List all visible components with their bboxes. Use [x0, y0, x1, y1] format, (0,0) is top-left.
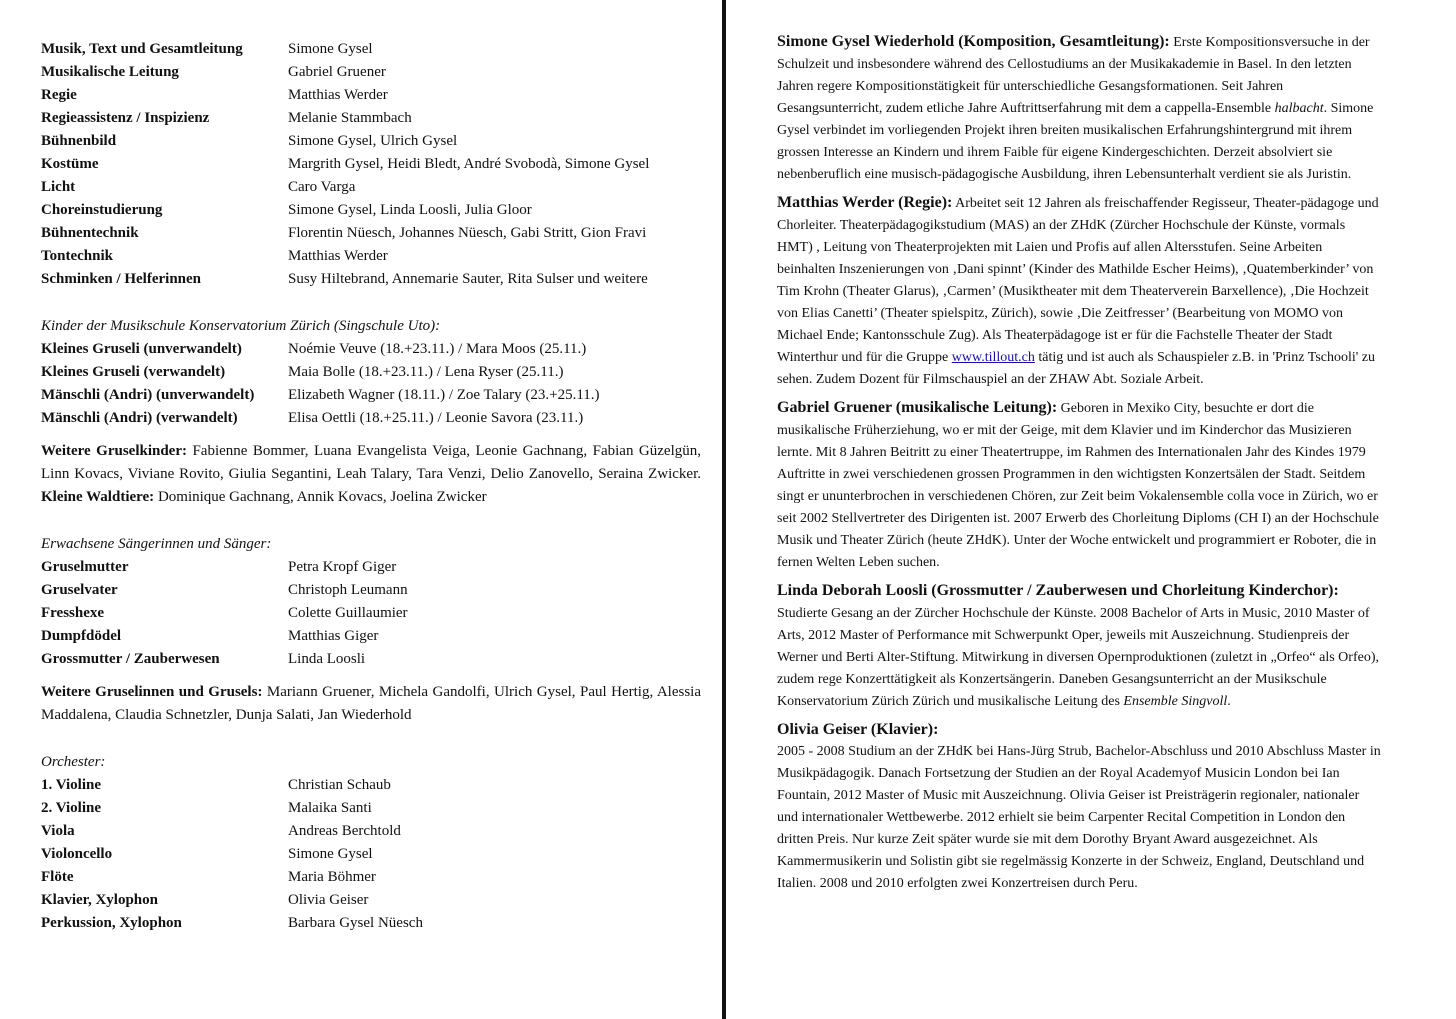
bio-text: .	[1227, 694, 1231, 709]
instrument: Violoncello	[41, 846, 113, 862]
bio-geiser	[777, 719, 1382, 895]
cast-role: Grossmutter / Zauberwesen	[41, 651, 220, 667]
cast-role: Gruselvater	[41, 582, 118, 598]
cast-row	[41, 407, 701, 430]
credit-name: Simone Gysel	[288, 41, 373, 57]
credit-name: Simone Gysel, Linda Loosli, Julia Gloor	[288, 202, 532, 218]
cast-row	[41, 866, 701, 889]
cast-row	[41, 579, 701, 602]
musician-name: Barbara Gysel Nüesch	[288, 915, 423, 931]
bio-text: . Simone Gysel verbindet im vorliegenden Projekt ihren breiten musikalischen Erfahrungshintergrund mit ihrem grossen Interesse an Kindern und ihrem Faible für eigene Kindergeschichten. Derzeit absolviert sie nebenberuflich eine musisch-pädagogische Ausbildung, ihren Lebensunterhalt verdient sie als Juristin.	[777, 101, 1374, 182]
section-title: Erwachsene Sängerinnen und Sänger:	[41, 536, 272, 552]
instrument: Klavier, Xylophon	[41, 892, 158, 908]
instrument: Perkussion, Xylophon	[41, 915, 182, 931]
credit-name: Melanie Stammbach	[288, 110, 412, 126]
musician-name: Maria Böhmer	[288, 869, 376, 885]
ensemble-name: halbacht	[1274, 101, 1324, 116]
bio-heading: Gabriel Gruener (musikalische Leitung):	[777, 399, 1058, 416]
cast-role: Kleines Gruseli (verwandelt)	[41, 364, 226, 380]
bio-text: 2005 - 2008 Studium an der ZHdK bei Hans-Jürg Strub, Bachelor-Abschluss und 2010 Abschluss Master in Musikpädagogik. Danach Fortsetzung der Studien an der Royal Academyof Musicin London bei Ian Fountain, 2012 Master of Music mit Auszeichnung. Olivia Geiser ist Preisträgerin regionaler, nationaler und internationaler Wettbewerbe. 2012 erhielt sie beim Carpenter Recital Competition in London den dritten Preis. Nur kurze Zeit später wurde sie mit dem Dorothy Bryant Award ausgezeichnet. Als Kammermusikerin und Solistin gibt sie regelmässig Konzerte in der Schweiz, England, Deutschland und Italien. 2008 und 2010 erfolgten zwei Konzertreisen durch Peru.	[777, 744, 1381, 891]
bio-text: Studierte Gesang an der Zürcher Hochschule der Künste. 2008 Bachelor of Arts in Music, 2010 Master of Arts, 2012 Master of Performance mit Schwerpunkt Oper, jeweils mit Auszeichnung. Studienpreis der Werner und Berti Alter-Stiftung. Mitwirkung in diversen Opernproduktionen (zuletzt in „Orfeo“ als Orfeo), zudem rege Konzerttätigkeit als Konzertsängerin. Daneben Gesangsunterricht an der Musikschule Konservatorium Zürich Zürich und musikalische Leitung des	[777, 606, 1379, 709]
biographies-column	[777, 31, 1382, 895]
bio-text: Geboren in Mexiko City, besuchte er dort die musikalische Früherziehung, wo er mit der Geige, mit dem Klavier und im Kinderchor das Musizieren lernte. Mit 8 Jahren Beitritt zu einer Theatertruppe, im Rahmen des Internationalen Jahr des Kindes 1979 Auftritte in zwei verschiedenen grossen Programmen in den wichtigsten Konzertsälen der Stadt. Seitdem singt er ununterbrochen in verschiedenen Chören, zur Zeit beim Vokalensemble colla voce in Zürich, wo er seit 2002 Stellvertreter des Dirigenten ist. 2007 Erwerb des Chorleitung Diploms (CH I) an der Hochschule Musik und Theater Zürich (heute ZHdK). Unter der Woche entwickelt und programmiert er Roboter, die in fernen Welten Leben suchen.	[777, 401, 1379, 570]
bio-loosli	[777, 580, 1382, 713]
cast-list-column	[41, 38, 701, 935]
cast-row	[41, 338, 701, 361]
cast-name: Elisa Oettli (18.+25.11.) / Leonie Savora (23.11.)	[288, 410, 584, 426]
credit-role: Bühnenbild	[41, 133, 117, 149]
credit-row	[41, 130, 701, 153]
musician-name: Christian Schaub	[288, 777, 391, 793]
credit-role: Kostüme	[41, 156, 99, 172]
section-title: Kinder der Musikschule Konservatorium Zürich (Singschule Uto):	[41, 318, 441, 334]
instrument: 1. Violine	[41, 777, 102, 793]
section-title: Orchester:	[41, 754, 106, 770]
more-singers-names: Mariann Gruener, Michela Gandolfi, Ulrich Gysel, Paul Hertig, Alessia Maddalena, Claudia Schnetzler, Dunja Salati, Jan Wiederhold	[41, 684, 701, 723]
cast-name: Maia Bolle (18.+23.11.) / Lena Ryser (25.11.)	[288, 364, 564, 380]
bio-text: tätig und ist auch als Schauspieler z.B. in 'Prinz Tschooli' zu sehen. Zudem Dozent für Filmschauspiel an der ZHAW Abt. Soziale Arbeit.	[777, 350, 1376, 387]
credit-row	[41, 199, 701, 222]
cast-row	[41, 889, 701, 912]
page-divider	[722, 0, 726, 1019]
forest-animals-names: Dominique Gachnang, Annik Kovacs, Joelina Zwicker	[154, 489, 487, 505]
cast-row	[41, 602, 701, 625]
forest-animals-label: Kleine Waldtiere:	[41, 489, 155, 505]
credit-role: Regieassistenz / Inspizienz	[41, 110, 210, 126]
credit-name: Florentin Nüesch, Johannes Nüesch, Gabi Stritt, Gion Fravi	[288, 225, 647, 241]
credit-role: Choreinstudierung	[41, 202, 163, 218]
credit-role: Musik, Text und Gesamtleitung	[41, 41, 243, 57]
more-singers-label: Weitere Gruselinnen und Grusels:	[41, 684, 263, 700]
cast-row	[41, 648, 701, 671]
credit-role: Bühnentechnik	[41, 225, 139, 241]
credit-row	[41, 176, 701, 199]
more-singers-paragraph	[41, 681, 701, 727]
credit-name: Caro Varga	[288, 179, 356, 195]
bio-gruener	[777, 397, 1382, 574]
musician-name: Andreas Berchtold	[288, 823, 401, 839]
cast-name: Christoph Leumann	[288, 582, 408, 598]
credit-row	[41, 245, 701, 268]
cast-row	[41, 774, 701, 797]
credit-role: Tontechnik	[41, 248, 113, 264]
credit-row	[41, 38, 701, 61]
credit-role: Musikalische Leitung	[41, 64, 179, 80]
children-section	[41, 315, 701, 509]
credit-role: Schminken / Helferinnen	[41, 271, 202, 287]
credit-row	[41, 268, 701, 291]
credit-row	[41, 222, 701, 245]
tillout-link[interactable]: www.tillout.ch	[951, 350, 1035, 365]
instrument: 2. Violine	[41, 800, 102, 816]
cast-role: Mänschli (Andri) (unverwandelt)	[41, 387, 255, 403]
cast-row	[41, 625, 701, 648]
credit-role: Licht	[41, 179, 76, 195]
cast-role: Mänschli (Andri) (verwandelt)	[41, 410, 238, 426]
cast-role: Gruselmutter	[41, 559, 129, 575]
cast-row	[41, 361, 701, 384]
cast-row	[41, 843, 701, 866]
credit-name: Susy Hiltebrand, Annemarie Sauter, Rita Sulser und weitere	[288, 271, 648, 287]
credit-name: Gabriel Gruener	[288, 64, 386, 80]
bio-heading: Olivia Geiser (Klavier):	[777, 721, 939, 738]
musician-name: Simone Gysel	[288, 846, 373, 862]
orchestra-section	[41, 751, 701, 935]
cast-name: Matthias Giger	[288, 628, 379, 644]
more-children-names: Fabienne Bommer, Luana Evangelista Veiga, Leonie Gachnang, Fabian Güzelgün, Linn Kovacs, Viviane Rovito, Giulia Segantini, Leah Talary, Tara Venzi, Delio Zanovello, Seraina Zwicker.	[41, 443, 701, 482]
instrument: Flöte	[41, 869, 74, 885]
cast-name: Colette Guillaumier	[288, 605, 408, 621]
cast-row	[41, 556, 701, 579]
cast-role: Kleines Gruseli (unverwandelt)	[41, 341, 242, 357]
credit-name: Simone Gysel, Ulrich Gysel	[288, 133, 458, 149]
adult-singers-section	[41, 533, 701, 727]
credits-list	[41, 38, 701, 291]
bio-gysel	[777, 31, 1382, 186]
bio-heading: Matthias Werder (Regie):	[777, 194, 953, 211]
cast-name: Elizabeth Wagner (18.11.) / Zoe Talary (23.+25.11.)	[288, 387, 600, 403]
cast-role: Dumpfdödel	[41, 628, 122, 644]
cast-name: Noémie Veuve (18.+23.11.) / Mara Moos (25.11.)	[288, 341, 587, 357]
bio-text: Erste Kompositionsversuche in der Schulzeit und insbesondere während des Cellostudiums an der Musikakademie in Basel. In den letzten Jahren regere Kompositionstätigkeit für unterschiedliche Gesangsformationen. Seit Jahren Gesangsunterricht, zudem etliche Jahre Auftrittserfahrung mit dem a cappella-Ensemble	[777, 35, 1370, 116]
bio-heading: Linda Deborah Loosli (Grossmutter / Zauberwesen und Chorleitung Kinderchor):	[777, 582, 1339, 599]
bio-text: Arbeitet seit 12 Jahren als freischaffender Regisseur, Theater-pädagoge und Chorleiter. Theaterpädagogikstudium (MAS) an der ZHdK (Zürcher Hochschule der Künste, vormals HMT) , Leitung von Theaterprojekten mit Laien und Profis auf allen Altersstufen. Seine Arbeiten beinhalten Inszenierungen von ‚Dani spinnt’ (Kinder des Mathilde Escher Heims), ‚Quatemberkinder’ von Tim Krohn (Theater Glarus), ‚Carmen’ (Musiktheater mit dem Theaterverein Barxellence), ‚Die Hochzeit von Elias Canetti’ (Theater spielspitz, Zürich), sowie ‚Die Zeitfresser’ (Bearbeitung von MOMO von Michael Ende; Kantonsschule Zug). Als Theaterpädagoge ist er für die Fachstelle Theater der Stadt Winterthur und für die Gruppe	[777, 196, 1379, 365]
cast-name: Linda Loosli	[288, 651, 366, 667]
more-children-label: Weitere Gruselkinder:	[41, 443, 187, 459]
more-children-paragraph	[41, 440, 701, 509]
bio-heading: Simone Gysel Wiederhold (Komposition, Gesamtleitung):	[777, 33, 1170, 50]
cast-role: Fresshexe	[41, 605, 105, 621]
credit-row	[41, 107, 701, 130]
credit-role: Regie	[41, 87, 77, 103]
cast-row	[41, 820, 701, 843]
credit-name: Matthias Werder	[288, 248, 388, 264]
cast-row	[41, 912, 701, 935]
cast-row	[41, 797, 701, 820]
credit-row	[41, 61, 701, 84]
bio-werder	[777, 192, 1382, 391]
musician-name: Olivia Geiser	[288, 892, 369, 908]
credit-row	[41, 84, 701, 107]
cast-name: Petra Kropf Giger	[288, 559, 397, 575]
credit-row	[41, 153, 701, 176]
credit-name: Matthias Werder	[288, 87, 388, 103]
credit-name: Margrith Gysel, Heidi Bledt, André Svobodà, Simone Gysel	[288, 156, 650, 172]
musician-name: Malaika Santi	[288, 800, 372, 816]
instrument: Viola	[41, 823, 75, 839]
cast-row	[41, 384, 701, 407]
ensemble-name: Ensemble Singvoll	[1123, 694, 1228, 709]
